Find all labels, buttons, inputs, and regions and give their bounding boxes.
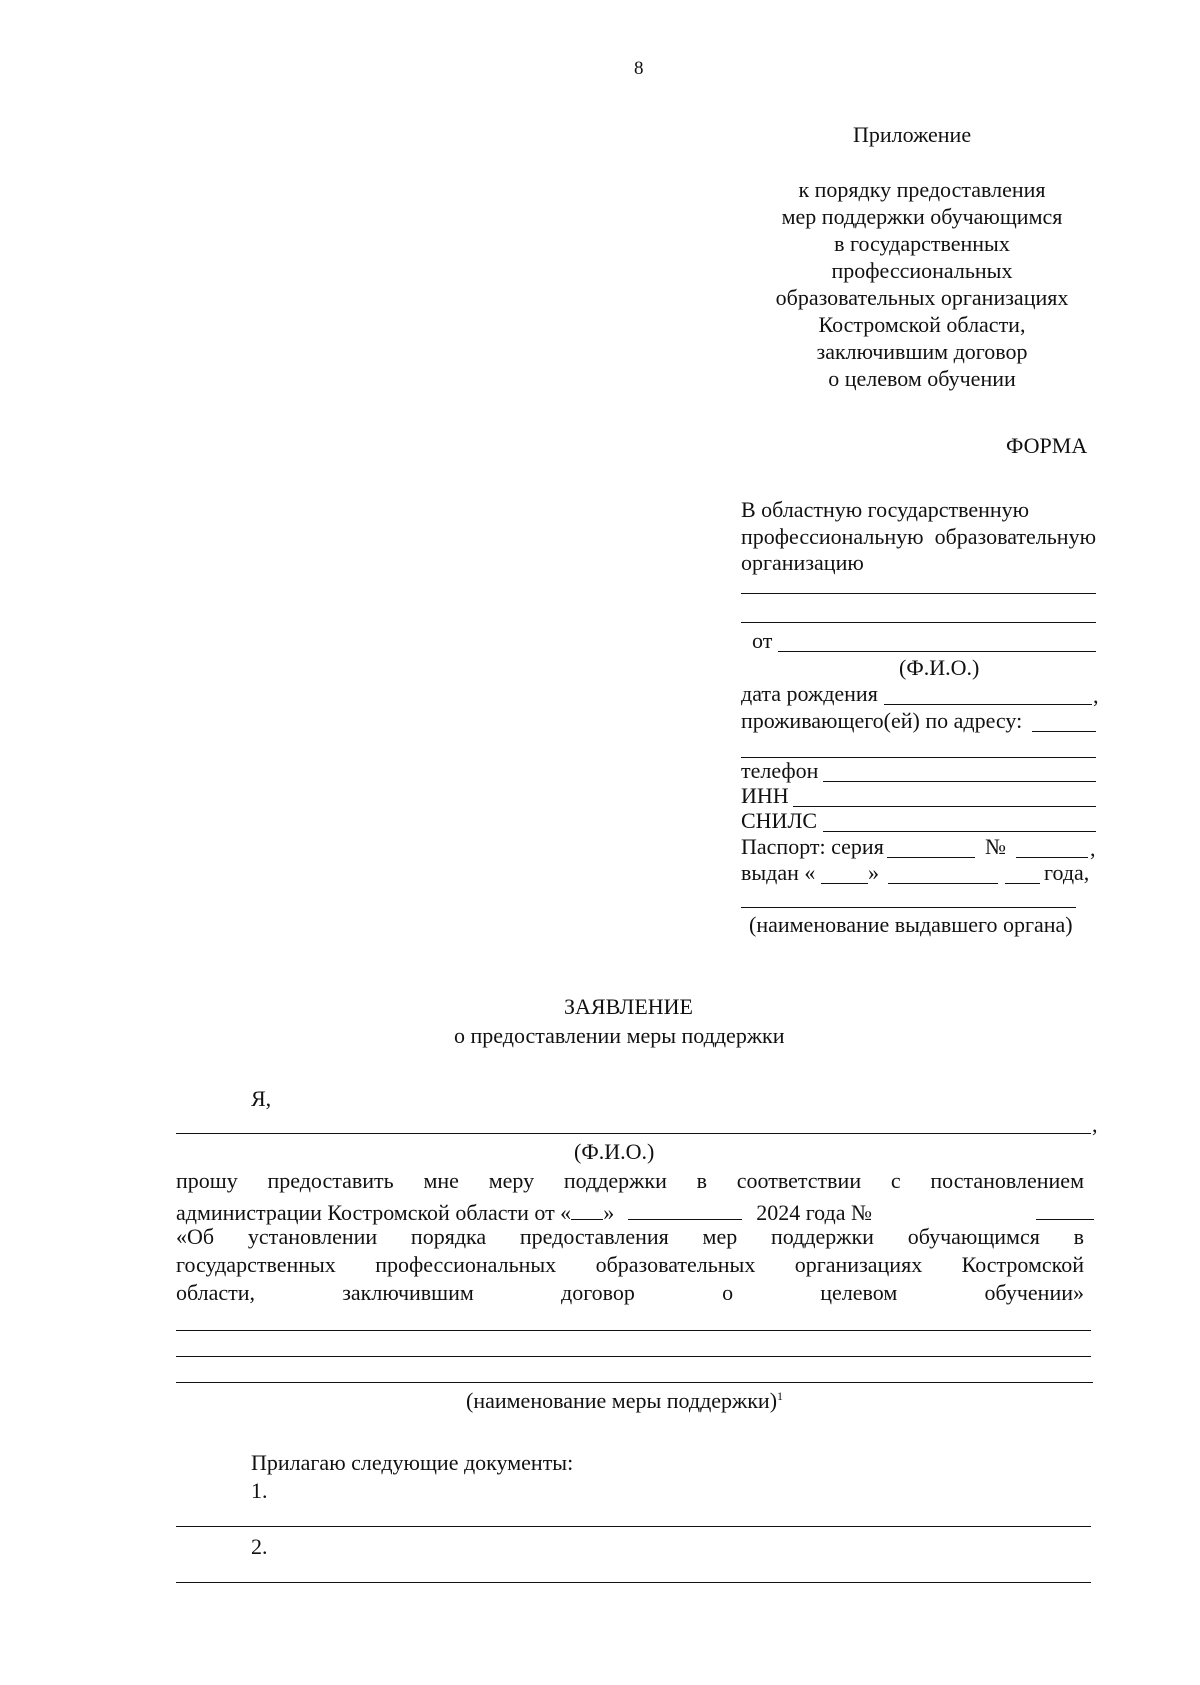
- support-measure-caption: [466, 1388, 783, 1414]
- from-label: от: [752, 628, 773, 653]
- issuer-line[interactable]: [741, 907, 1076, 908]
- i-label: Я,: [251, 1086, 272, 1111]
- fio-caption: (Ф.И.О.): [899, 655, 980, 680]
- decree-intro: администрации Костромской области от «: [176, 1200, 572, 1226]
- from-fio-line[interactable]: [778, 651, 1096, 652]
- decree-day-line[interactable]: [571, 1196, 603, 1220]
- appendix-line: в государственных: [834, 231, 1010, 256]
- addressee-line: организацию: [741, 550, 864, 575]
- decree-month-line[interactable]: [628, 1196, 742, 1220]
- issued-year-label: года,: [1044, 860, 1090, 885]
- passport-number-line[interactable]: [1016, 857, 1088, 858]
- page-number: 8: [634, 58, 644, 79]
- birth-date-suffix: ,: [1093, 683, 1099, 708]
- applicant-fio-line[interactable]: [176, 1133, 1091, 1134]
- applicant-fio-caption: (Ф.И.О.): [574, 1139, 655, 1164]
- statement-title: ЗАЯВЛЕНИЕ: [564, 994, 693, 1019]
- appendix-line: мер поддержки обучающимся: [781, 204, 1063, 229]
- addressee-line: профессиональную образовательную: [741, 524, 1097, 549]
- appendix-line: о целевом обучении: [828, 366, 1016, 391]
- documents-item-2-line[interactable]: [176, 1582, 1091, 1583]
- phone-line[interactable]: [823, 781, 1096, 782]
- decree-close-quote: »: [603, 1200, 615, 1226]
- documents-intro: Прилагаю следующие документы:: [251, 1450, 574, 1475]
- statement-subtitle: о предоставлении меры поддержки: [454, 1023, 785, 1048]
- statement-body-line-1: прошу предоставить мне меру поддержки в соответствии с постановлением: [176, 1168, 1084, 1193]
- passport-series-line[interactable]: [887, 857, 975, 858]
- footnote-mark: 1: [777, 1389, 784, 1403]
- statement-body-line-2: [176, 1196, 1094, 1226]
- appendix-line: к порядку предоставления: [798, 177, 1046, 202]
- appendix-line: образовательных организациях: [775, 285, 1069, 310]
- addressee-line: В областную государственную: [741, 497, 1030, 522]
- decree-year-label: 2024 года №: [756, 1200, 872, 1226]
- snils-line[interactable]: [823, 831, 1096, 832]
- issuer-caption: (наименование выдавшего органа): [749, 912, 1073, 937]
- appendix-line: заключившим договор: [816, 339, 1028, 364]
- organization-line-1[interactable]: [741, 593, 1096, 594]
- statement-body-line-3: «Об установлении порядка предоставления мер поддержки обучающимся в: [176, 1224, 1084, 1249]
- decree-number-line[interactable]: [1036, 1196, 1094, 1220]
- appendix-line: Костромской области,: [818, 312, 1026, 337]
- statement-body-line-4: государственных профессиональных образовательных организациях Костромской: [176, 1252, 1084, 1277]
- phone-label: телефон: [741, 758, 819, 783]
- birth-date-label: дата рождения: [741, 681, 878, 706]
- issued-close-quote: »: [868, 860, 879, 885]
- passport-series-label: Паспорт: серия: [741, 834, 884, 859]
- support-measure-line-3[interactable]: [176, 1382, 1093, 1383]
- address-label: проживающего(ей) по адресу:: [741, 708, 1023, 733]
- documents-item-1-number: 1.: [251, 1478, 268, 1503]
- support-measure-line-2[interactable]: [176, 1356, 1091, 1357]
- appendix-block: [752, 176, 1092, 392]
- passport-number-label: №: [985, 834, 1006, 859]
- birth-date-line[interactable]: [884, 704, 1092, 705]
- snils-label: СНИЛС: [741, 808, 818, 833]
- appendix-line: профессиональных: [831, 258, 1013, 283]
- issued-year-line[interactable]: [1005, 883, 1040, 884]
- inn-label: ИНН: [741, 783, 789, 808]
- issued-day-line[interactable]: [821, 883, 868, 884]
- inn-line[interactable]: [793, 806, 1096, 807]
- organization-line-2[interactable]: [741, 622, 1096, 623]
- statement-body-line-5: области, заключившим договор о целевом обучении»: [176, 1280, 1084, 1305]
- documents-item-1-line[interactable]: [176, 1526, 1091, 1527]
- appendix-title: Приложение: [853, 122, 972, 147]
- address-line-1[interactable]: [1032, 731, 1096, 732]
- support-measure-caption-text: (наименование меры поддержки): [466, 1388, 778, 1413]
- form-label: ФОРМА: [1006, 433, 1088, 458]
- issued-month-line[interactable]: [888, 883, 998, 884]
- issued-label: выдан «: [741, 860, 816, 885]
- support-measure-line-1[interactable]: [176, 1330, 1091, 1331]
- applicant-fio-comma: ,: [1092, 1112, 1098, 1137]
- documents-item-2-number: 2.: [251, 1534, 268, 1559]
- passport-suffix: ,: [1090, 836, 1096, 861]
